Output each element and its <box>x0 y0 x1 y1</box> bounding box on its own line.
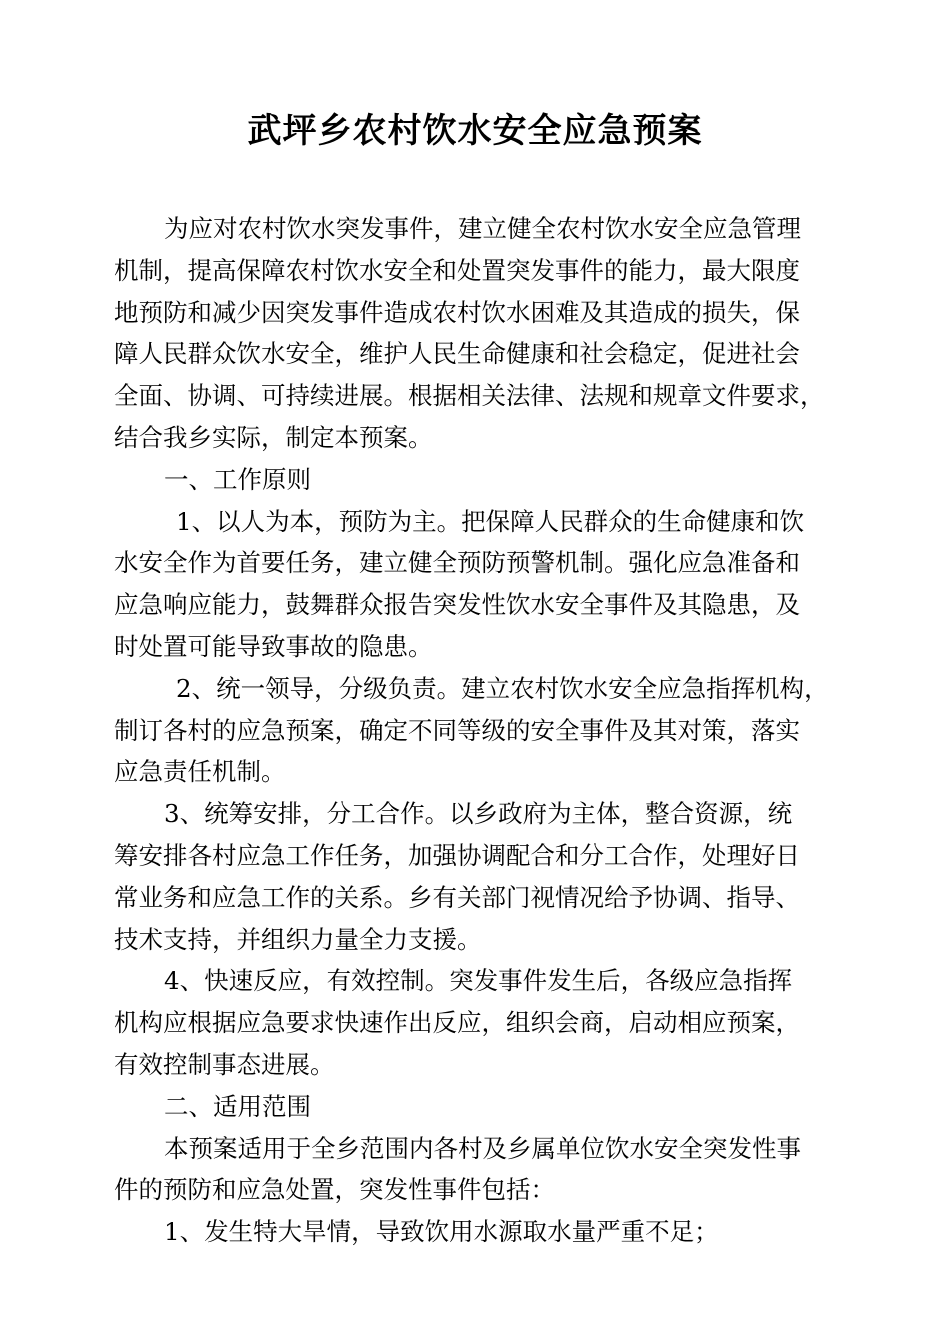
paragraph-line: 结合我乡实际，制定本预案。 <box>114 422 433 452</box>
paragraph-line: 地预防和减少因突发事件造成农村饮水困难及其造成的损失，保 <box>114 297 800 327</box>
document-title: 武坪乡农村饮水安全应急预案 <box>247 111 703 151</box>
paragraph-line: 全面、协调、可持续进展。根据相关法律、法规和规章文件要求， <box>114 381 825 411</box>
paragraph-line: 水安全作为首要任务，建立健全预防预警机制。强化应急准备和 <box>114 548 800 578</box>
paragraph-line: 机构应根据应急要求快速作出反应，组织会商，启动相应预案， <box>114 1008 800 1038</box>
paragraph-line: 2、统一领导，分级负责。建立农村饮水安全应急指挥机构， <box>176 673 829 703</box>
section-heading-principles: 一、工作原则 <box>164 464 311 494</box>
document-body <box>114 208 836 1253</box>
paragraph-line: 1、以人为本，预防为主。把保障人民群众的生命健康和饮 <box>176 506 805 536</box>
paragraph-line: 本预案适用于全乡范围内各村及乡属单位饮水安全突发性事 <box>164 1133 801 1163</box>
paragraph-line: 应急响应能力，鼓舞群众报告突发性饮水安全事件及其隐患，及 <box>114 590 800 620</box>
paragraph-line: 4、快速反应，有效控制。突发事件发生后，各级应急指挥 <box>164 966 793 996</box>
paragraph-line: 筹安排各村应急工作任务，加强协调配合和分工合作，处理好日 <box>114 840 800 870</box>
paragraph-line: 机制，提高保障农村饮水安全和处置突发事件的能力，最大限度 <box>114 255 800 285</box>
paragraph-line: 1、发生特大旱情，导致饮用水源取水量严重不足； <box>164 1217 719 1247</box>
paragraph-line: 为应对农村饮水突发事件，建立健全农村饮水安全应急管理 <box>164 214 801 243</box>
paragraph-line: 3、统筹安排，分工合作。以乡政府为主体，整合资源，统 <box>164 799 793 829</box>
paragraph-line: 应急责任机制。 <box>114 757 286 787</box>
paragraph-line: 时处置可能导致事故的隐患。 <box>114 631 433 661</box>
paragraph-line: 常业务和应急工作的关系。乡有关部门视情况给予协调、指导、 <box>114 882 800 912</box>
paragraph-line: 技术支持，并组织力量全力支援。 <box>114 924 482 954</box>
paragraph-line: 有效控制事态进展。 <box>114 1049 335 1079</box>
paragraph-line: 件的预防和应急处置，突发性事件包括： <box>114 1175 555 1205</box>
paragraph-line: 障人民群众饮水安全，维护人民生命健康和社会稳定，促进社会 <box>114 339 800 369</box>
paragraph-line: 制订各村的应急预案，确定不同等级的安全事件及其对策，落实 <box>114 715 800 745</box>
section-heading-scope: 二、适用范围 <box>164 1091 311 1121</box>
